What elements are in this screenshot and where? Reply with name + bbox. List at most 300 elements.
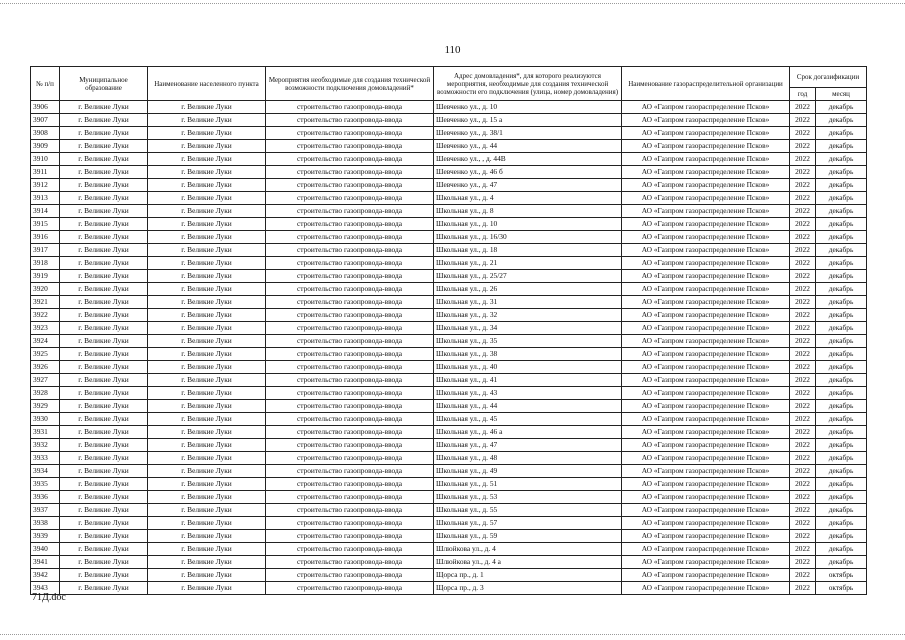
measure-cell: строительство газопровода-ввода (266, 556, 434, 569)
address-cell: Школьная ул., д. 31 (434, 296, 622, 309)
row-number: 3939 (31, 530, 60, 543)
row-number: 3930 (31, 413, 60, 426)
settlement-cell: г. Великие Луки (148, 270, 266, 283)
address-cell: Шевченко ул., д. 38/1 (434, 127, 622, 140)
month-cell: декабрь (816, 374, 867, 387)
settlement-cell: г. Великие Луки (148, 231, 266, 244)
table-row (31, 101, 867, 114)
year-cell: 2022 (790, 257, 816, 270)
table-row (31, 205, 867, 218)
table-row (31, 491, 867, 504)
year-cell: 2022 (790, 400, 816, 413)
municipality-cell: г. Великие Луки (60, 335, 148, 348)
organization-cell: АО «Газпром газораспределение Псков» (622, 387, 790, 400)
address-cell: Школьная ул., д. 16/30 (434, 231, 622, 244)
year-cell: 2022 (790, 127, 816, 140)
row-number: 3938 (31, 517, 60, 530)
address-cell: Школьная ул., д. 34 (434, 322, 622, 335)
settlement-cell: г. Великие Луки (148, 127, 266, 140)
row-number: 3910 (31, 153, 60, 166)
header-org: Наименование газораспределительной организации (622, 67, 790, 101)
municipality-cell: г. Великие Луки (60, 465, 148, 478)
municipality-cell: г. Великие Луки (60, 127, 148, 140)
month-cell: декабрь (816, 439, 867, 452)
row-number: 3932 (31, 439, 60, 452)
settlement-cell: г. Великие Луки (148, 413, 266, 426)
year-cell: 2022 (790, 543, 816, 556)
measure-cell: строительство газопровода-ввода (266, 426, 434, 439)
settlement-cell: г. Великие Луки (148, 504, 266, 517)
measure-cell: строительство газопровода-ввода (266, 322, 434, 335)
row-number: 3929 (31, 400, 60, 413)
organization-cell: АО «Газпром газораспределение Псков» (622, 530, 790, 543)
gasification-table (30, 66, 867, 595)
table-row (31, 582, 867, 595)
row-number: 3926 (31, 361, 60, 374)
municipality-cell: г. Великие Луки (60, 348, 148, 361)
organization-cell: АО «Газпром газораспределение Псков» (622, 309, 790, 322)
settlement-cell: г. Великие Луки (148, 465, 266, 478)
table-row (31, 296, 867, 309)
year-cell: 2022 (790, 491, 816, 504)
settlement-cell: г. Великие Луки (148, 309, 266, 322)
municipality-cell: г. Великие Луки (60, 504, 148, 517)
organization-cell: АО «Газпром газораспределение Псков» (622, 192, 790, 205)
address-cell: Шевченко ул., , д. 44В (434, 153, 622, 166)
year-cell: 2022 (790, 413, 816, 426)
row-number: 3933 (31, 452, 60, 465)
address-cell: Шевченко ул., д. 15 а (434, 114, 622, 127)
settlement-cell: г. Великие Луки (148, 491, 266, 504)
table-row (31, 387, 867, 400)
header-settlement: Наименование населенного пункта (148, 67, 266, 101)
measure-cell: строительство газопровода-ввода (266, 283, 434, 296)
municipality-cell: г. Великие Луки (60, 179, 148, 192)
address-cell: Школьная ул., д. 10 (434, 218, 622, 231)
year-cell: 2022 (790, 530, 816, 543)
month-cell: декабрь (816, 387, 867, 400)
month-cell: декабрь (816, 465, 867, 478)
settlement-cell: г. Великие Луки (148, 400, 266, 413)
address-cell: Школьная ул., д. 41 (434, 374, 622, 387)
table-row (31, 361, 867, 374)
settlement-cell: г. Великие Луки (148, 322, 266, 335)
municipality-cell: г. Великие Луки (60, 101, 148, 114)
municipality-cell: г. Великие Луки (60, 244, 148, 257)
year-cell: 2022 (790, 192, 816, 205)
month-cell: декабрь (816, 413, 867, 426)
table-row (31, 504, 867, 517)
settlement-cell: г. Великие Луки (148, 218, 266, 231)
year-cell: 2022 (790, 426, 816, 439)
address-cell: Шевченко ул., д. 10 (434, 101, 622, 114)
municipality-cell: г. Великие Луки (60, 556, 148, 569)
header-address: Адрес домовладения*, для которого реализуются мероприятия, необходимые для создания технической возможности его подключения (улица, номер домовладения) (434, 67, 622, 101)
header-measures: Мероприятия необходимые для создания технической возможности подключения домовладений* (266, 67, 434, 101)
year-cell: 2022 (790, 348, 816, 361)
row-number: 3920 (31, 283, 60, 296)
organization-cell: АО «Газпром газораспределение Псков» (622, 153, 790, 166)
table-row (31, 231, 867, 244)
table-row (31, 335, 867, 348)
address-cell: Школьная ул., д. 51 (434, 478, 622, 491)
settlement-cell: г. Великие Луки (148, 348, 266, 361)
municipality-cell: г. Великие Луки (60, 257, 148, 270)
measure-cell: строительство газопровода-ввода (266, 491, 434, 504)
table-row (31, 400, 867, 413)
year-cell: 2022 (790, 153, 816, 166)
measure-cell: строительство газопровода-ввода (266, 244, 434, 257)
measure-cell: строительство газопровода-ввода (266, 166, 434, 179)
table-body (31, 101, 867, 595)
municipality-cell: г. Великие Луки (60, 426, 148, 439)
table-row (31, 556, 867, 569)
year-cell: 2022 (790, 270, 816, 283)
year-cell: 2022 (790, 582, 816, 595)
municipality-cell: г. Великие Луки (60, 114, 148, 127)
settlement-cell: г. Великие Луки (148, 569, 266, 582)
address-cell: Школьная ул., д. 47 (434, 439, 622, 452)
address-cell: Школьная ул., д. 25/27 (434, 270, 622, 283)
table-header-row (31, 67, 867, 88)
measure-cell: строительство газопровода-ввода (266, 114, 434, 127)
organization-cell: АО «Газпром газораспределение Псков» (622, 257, 790, 270)
measure-cell: строительство газопровода-ввода (266, 543, 434, 556)
organization-cell: АО «Газпром газораспределение Псков» (622, 413, 790, 426)
settlement-cell: г. Великие Луки (148, 205, 266, 218)
row-number: 3942 (31, 569, 60, 582)
table-row (31, 140, 867, 153)
measure-cell: строительство газопровода-ввода (266, 270, 434, 283)
header-term: Срок догазификации (790, 67, 867, 88)
month-cell: декабрь (816, 400, 867, 413)
table-row (31, 517, 867, 530)
organization-cell: АО «Газпром газораспределение Псков» (622, 114, 790, 127)
address-cell: Школьная ул., д. 44 (434, 400, 622, 413)
row-number: 3931 (31, 426, 60, 439)
municipality-cell: г. Великие Луки (60, 517, 148, 530)
measure-cell: строительство газопровода-ввода (266, 569, 434, 582)
row-number: 3943 (31, 582, 60, 595)
measure-cell: строительство газопровода-ввода (266, 582, 434, 595)
measure-cell: строительство газопровода-ввода (266, 231, 434, 244)
settlement-cell: г. Великие Луки (148, 283, 266, 296)
measure-cell: строительство газопровода-ввода (266, 478, 434, 491)
measure-cell: строительство газопровода-ввода (266, 127, 434, 140)
municipality-cell: г. Великие Луки (60, 387, 148, 400)
municipality-cell: г. Великие Луки (60, 192, 148, 205)
year-cell: 2022 (790, 244, 816, 257)
month-cell: декабрь (816, 361, 867, 374)
row-number: 3937 (31, 504, 60, 517)
municipality-cell: г. Великие Луки (60, 478, 148, 491)
organization-cell: АО «Газпром газораспределение Псков» (622, 504, 790, 517)
settlement-cell: г. Великие Луки (148, 335, 266, 348)
organization-cell: АО «Газпром газораспределение Псков» (622, 101, 790, 114)
municipality-cell: г. Великие Луки (60, 569, 148, 582)
month-cell: декабрь (816, 335, 867, 348)
measure-cell: строительство газопровода-ввода (266, 465, 434, 478)
organization-cell: АО «Газпром газораспределение Псков» (622, 127, 790, 140)
settlement-cell: г. Великие Луки (148, 114, 266, 127)
table-row (31, 218, 867, 231)
row-number: 3916 (31, 231, 60, 244)
address-cell: Школьная ул., д. 40 (434, 361, 622, 374)
municipality-cell: г. Великие Луки (60, 491, 148, 504)
year-cell: 2022 (790, 452, 816, 465)
organization-cell: АО «Газпром газораспределение Псков» (622, 179, 790, 192)
address-cell: Школьная ул., д. 48 (434, 452, 622, 465)
year-cell: 2022 (790, 387, 816, 400)
row-number: 3909 (31, 140, 60, 153)
month-cell: декабрь (816, 205, 867, 218)
year-cell: 2022 (790, 231, 816, 244)
municipality-cell: г. Великие Луки (60, 231, 148, 244)
year-cell: 2022 (790, 283, 816, 296)
organization-cell: АО «Газпром газораспределение Псков» (622, 556, 790, 569)
row-number: 3906 (31, 101, 60, 114)
organization-cell: АО «Газпром газораспределение Псков» (622, 166, 790, 179)
table-row (31, 179, 867, 192)
organization-cell: АО «Газпром газораспределение Псков» (622, 478, 790, 491)
settlement-cell: г. Великие Луки (148, 478, 266, 491)
settlement-cell: г. Великие Луки (148, 517, 266, 530)
address-cell: Школьная ул., д. 57 (434, 517, 622, 530)
address-cell: Школьная ул., д. 46 а (434, 426, 622, 439)
settlement-cell: г. Великие Луки (148, 530, 266, 543)
month-cell: декабрь (816, 218, 867, 231)
month-cell: декабрь (816, 283, 867, 296)
measure-cell: строительство газопровода-ввода (266, 296, 434, 309)
table-row (31, 374, 867, 387)
measure-cell: строительство газопровода-ввода (266, 439, 434, 452)
row-number: 3908 (31, 127, 60, 140)
municipality-cell: г. Великие Луки (60, 530, 148, 543)
row-number: 3918 (31, 257, 60, 270)
settlement-cell: г. Великие Луки (148, 543, 266, 556)
row-number: 3924 (31, 335, 60, 348)
organization-cell: АО «Газпром газораспределение Псков» (622, 348, 790, 361)
month-cell: декабрь (816, 322, 867, 335)
row-number: 3940 (31, 543, 60, 556)
organization-cell: АО «Газпром газораспределение Псков» (622, 426, 790, 439)
address-cell: Щорса пр., д. 3 (434, 582, 622, 595)
municipality-cell: г. Великие Луки (60, 400, 148, 413)
measure-cell: строительство газопровода-ввода (266, 218, 434, 231)
table-row (31, 348, 867, 361)
month-cell: декабрь (816, 140, 867, 153)
municipality-cell: г. Великие Луки (60, 543, 148, 556)
municipality-cell: г. Великие Луки (60, 218, 148, 231)
measure-cell: строительство газопровода-ввода (266, 153, 434, 166)
year-cell: 2022 (790, 166, 816, 179)
municipality-cell: г. Великие Луки (60, 283, 148, 296)
year-cell: 2022 (790, 517, 816, 530)
address-cell: Шевченко ул., д. 47 (434, 179, 622, 192)
year-cell: 2022 (790, 504, 816, 517)
address-cell: Школьная ул., д. 4 (434, 192, 622, 205)
year-cell: 2022 (790, 205, 816, 218)
address-cell: Школьная ул., д. 43 (434, 387, 622, 400)
table-row (31, 465, 867, 478)
settlement-cell: г. Великие Луки (148, 426, 266, 439)
measure-cell: строительство газопровода-ввода (266, 387, 434, 400)
measure-cell: строительство газопровода-ввода (266, 374, 434, 387)
row-number: 3912 (31, 179, 60, 192)
table-row (31, 309, 867, 322)
address-cell: Школьная ул., д. 35 (434, 335, 622, 348)
month-cell: октябрь (816, 582, 867, 595)
month-cell: декабрь (816, 452, 867, 465)
municipality-cell: г. Великие Луки (60, 439, 148, 452)
municipality-cell: г. Великие Луки (60, 166, 148, 179)
table-row (31, 166, 867, 179)
municipality-cell: г. Великие Луки (60, 452, 148, 465)
month-cell: декабрь (816, 270, 867, 283)
address-cell: Школьная ул., д. 53 (434, 491, 622, 504)
organization-cell: АО «Газпром газораспределение Псков» (622, 205, 790, 218)
table-row (31, 192, 867, 205)
month-cell: декабрь (816, 114, 867, 127)
table-row (31, 244, 867, 257)
address-cell: Школьная ул., д. 32 (434, 309, 622, 322)
measure-cell: строительство газопровода-ввода (266, 452, 434, 465)
month-cell: декабрь (816, 491, 867, 504)
municipality-cell: г. Великие Луки (60, 413, 148, 426)
row-number: 3941 (31, 556, 60, 569)
table-row (31, 452, 867, 465)
table-row (31, 257, 867, 270)
page-number: 110 (444, 44, 461, 56)
year-cell: 2022 (790, 114, 816, 127)
address-cell: Школьная ул., д. 45 (434, 413, 622, 426)
settlement-cell: г. Великие Луки (148, 296, 266, 309)
month-cell: декабрь (816, 478, 867, 491)
measure-cell: строительство газопровода-ввода (266, 413, 434, 426)
month-cell: декабрь (816, 426, 867, 439)
settlement-cell: г. Великие Луки (148, 452, 266, 465)
organization-cell: АО «Газпром газораспределение Псков» (622, 491, 790, 504)
measure-cell: строительство газопровода-ввода (266, 400, 434, 413)
organization-cell: АО «Газпром газораспределение Псков» (622, 582, 790, 595)
month-cell: декабрь (816, 309, 867, 322)
year-cell: 2022 (790, 309, 816, 322)
year-cell: 2022 (790, 179, 816, 192)
measure-cell: строительство газопровода-ввода (266, 257, 434, 270)
settlement-cell: г. Великие Луки (148, 192, 266, 205)
measure-cell: строительство газопровода-ввода (266, 140, 434, 153)
organization-cell: АО «Газпром газораспределение Псков» (622, 231, 790, 244)
settlement-cell: г. Великие Луки (148, 374, 266, 387)
address-cell: Шевченко ул., д. 44 (434, 140, 622, 153)
address-cell: Школьная ул., д. 18 (434, 244, 622, 257)
row-number: 3934 (31, 465, 60, 478)
address-cell: Школьная ул., д. 26 (434, 283, 622, 296)
table-row (31, 478, 867, 491)
scan-edge-bottom (0, 634, 905, 636)
row-number: 3922 (31, 309, 60, 322)
month-cell: декабрь (816, 192, 867, 205)
settlement-cell: г. Великие Луки (148, 439, 266, 452)
year-cell: 2022 (790, 361, 816, 374)
row-number: 3923 (31, 322, 60, 335)
measure-cell: строительство газопровода-ввода (266, 361, 434, 374)
month-cell: декабрь (816, 127, 867, 140)
municipality-cell: г. Великие Луки (60, 140, 148, 153)
row-number: 3936 (31, 491, 60, 504)
row-number: 3919 (31, 270, 60, 283)
address-cell: Школьная ул., д. 59 (434, 530, 622, 543)
year-cell: 2022 (790, 374, 816, 387)
organization-cell: АО «Газпром газораспределение Псков» (622, 270, 790, 283)
measure-cell: строительство газопровода-ввода (266, 530, 434, 543)
year-cell: 2022 (790, 322, 816, 335)
month-cell: декабрь (816, 517, 867, 530)
month-cell: октябрь (816, 569, 867, 582)
month-cell: декабрь (816, 348, 867, 361)
settlement-cell: г. Великие Луки (148, 387, 266, 400)
row-number: 3917 (31, 244, 60, 257)
year-cell: 2022 (790, 439, 816, 452)
table-row (31, 127, 867, 140)
organization-cell: АО «Газпром газораспределение Псков» (622, 283, 790, 296)
year-cell: 2022 (790, 296, 816, 309)
organization-cell: АО «Газпром газораспределение Псков» (622, 543, 790, 556)
settlement-cell: г. Великие Луки (148, 140, 266, 153)
municipality-cell: г. Великие Луки (60, 153, 148, 166)
organization-cell: АО «Газпром газораспределение Псков» (622, 400, 790, 413)
municipality-cell: г. Великие Луки (60, 322, 148, 335)
measure-cell: строительство газопровода-ввода (266, 504, 434, 517)
municipality-cell: г. Великие Луки (60, 309, 148, 322)
table-row (31, 543, 867, 556)
municipality-cell: г. Великие Луки (60, 582, 148, 595)
header-year: год (790, 88, 816, 101)
organization-cell: АО «Газпром газораспределение Псков» (622, 361, 790, 374)
address-cell: Шлюйкова ул., д. 4 (434, 543, 622, 556)
settlement-cell: г. Великие Луки (148, 153, 266, 166)
month-cell: декабрь (816, 179, 867, 192)
row-number: 3907 (31, 114, 60, 127)
settlement-cell: г. Великие Луки (148, 257, 266, 270)
organization-cell: АО «Газпром газораспределение Псков» (622, 517, 790, 530)
row-number: 3935 (31, 478, 60, 491)
table-row (31, 153, 867, 166)
month-cell: декабрь (816, 101, 867, 114)
header-municipality: Муниципальное образование (60, 67, 148, 101)
year-cell: 2022 (790, 478, 816, 491)
address-cell: Шлюйкова ул., д. 4 а (434, 556, 622, 569)
year-cell: 2022 (790, 465, 816, 478)
row-number: 3928 (31, 387, 60, 400)
month-cell: декабрь (816, 296, 867, 309)
organization-cell: АО «Газпром газораспределение Псков» (622, 439, 790, 452)
month-cell: декабрь (816, 504, 867, 517)
row-number: 3927 (31, 374, 60, 387)
year-cell: 2022 (790, 140, 816, 153)
month-cell: декабрь (816, 153, 867, 166)
municipality-cell: г. Великие Луки (60, 296, 148, 309)
year-cell: 2022 (790, 556, 816, 569)
address-cell: Щорса пр., д. 1 (434, 569, 622, 582)
row-number: 3925 (31, 348, 60, 361)
measure-cell: строительство газопровода-ввода (266, 335, 434, 348)
settlement-cell: г. Великие Луки (148, 166, 266, 179)
year-cell: 2022 (790, 218, 816, 231)
month-cell: декабрь (816, 543, 867, 556)
settlement-cell: г. Великие Луки (148, 556, 266, 569)
row-number: 3915 (31, 218, 60, 231)
